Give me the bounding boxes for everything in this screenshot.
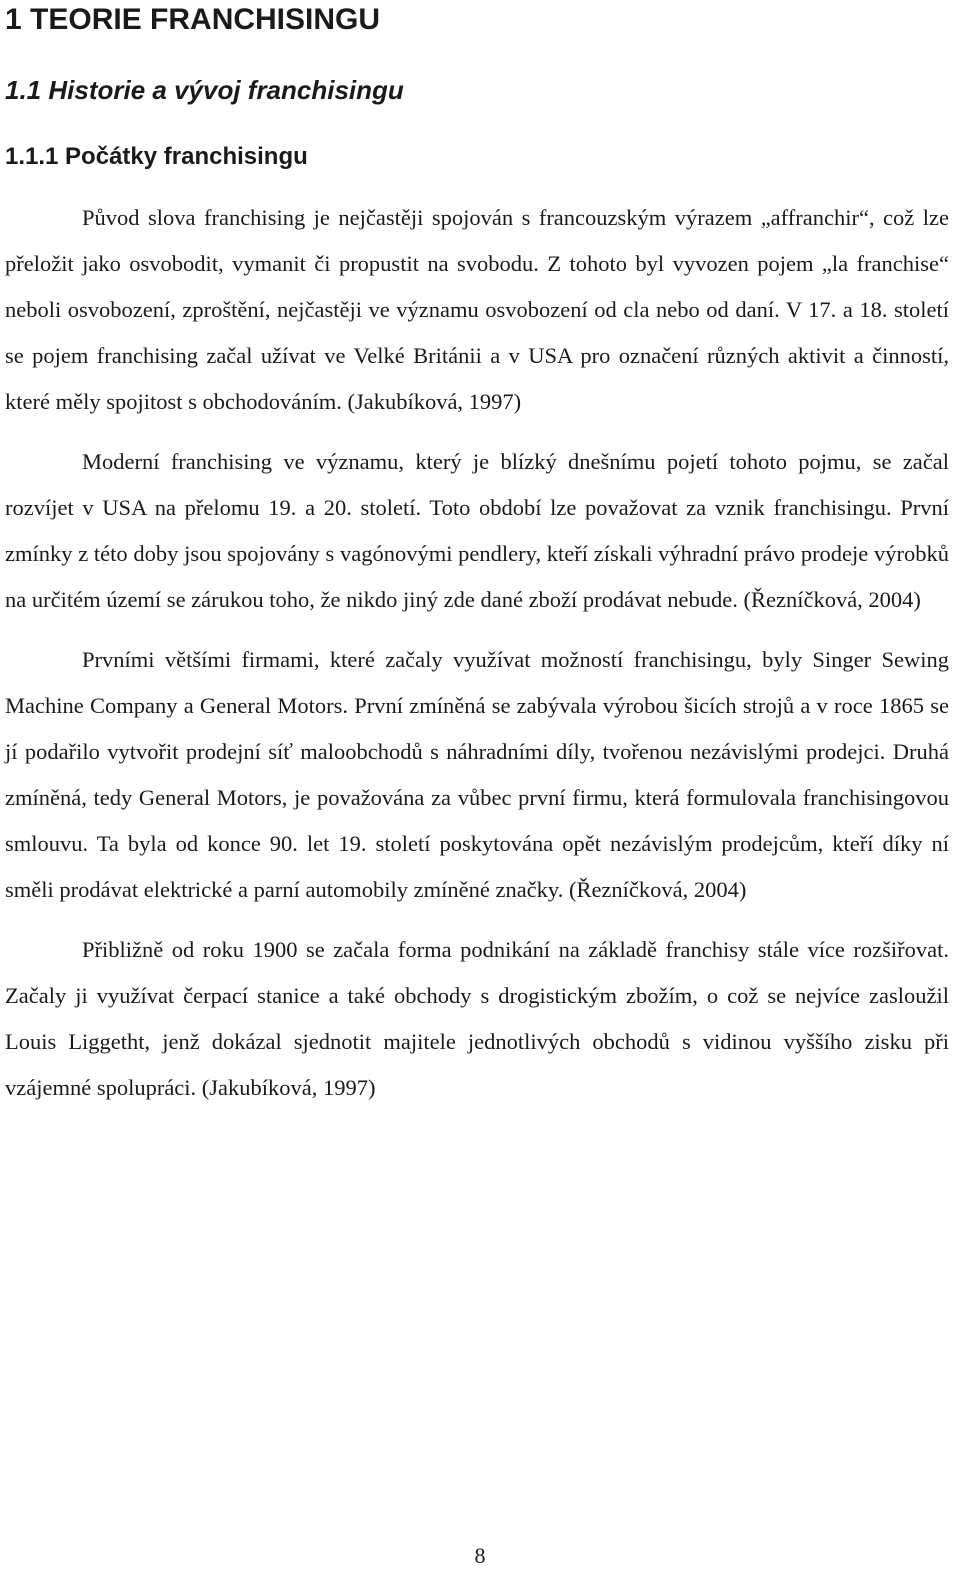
chapter-heading: 1 TEORIE FRANCHISINGU xyxy=(5,3,381,36)
subsection-heading: 1.1.1 Počátky franchisingu xyxy=(5,143,308,170)
section-heading: 1.1 Historie a vývoj franchisingu xyxy=(5,75,404,105)
paragraph-1: Původ slova franchising je nejčastěji spojován s francouzským výrazem „affranchir“, což lze přeložit jako osvobodit, vymanit či propustit na svobodu. Z tohoto byl vyvozen pojem „la franchise“ neboli osvobození, zproštění, nejčastěji ve významu osvobození od cla nebo od daní. V 17. a 18. století se pojem franchising začal užívat ve Velké Británii a v USA pro označení různých aktivit a činností, které měly spojitost s obchodováním. (Jakubíková, 1997) xyxy=(5,205,949,414)
body-text xyxy=(5,195,949,1111)
page-number: 8 xyxy=(474,1543,486,1568)
paragraph-3: Prvními většími firmami, které začaly využívat možností franchisingu, byly Singer Sewing Machine Company a General Motors. První zmíněná se zabývala výrobou šicích strojů a v roce 1865 se jí podařilo vytvořit prodejní síť maloobchodů s náhradními díly, tvořenou nezávislými prodejci. Druhá zmíněná, tedy General Motors, je považována za vůbec první firmu, která formulovala franchisingovou smlouvu. Ta byla od konce 90. let 19. století poskytována opět nezávislým prodejcům, kteří díky ní směli prodávat elektrické a parní automobily zmíněné značky. (Řezníčková, 2004) xyxy=(5,647,949,902)
paragraph-4: Přibližně od roku 1900 se začala forma podnikání na základě franchisy stále více rozšiřovat. Začaly ji využívat čerpací stanice a také obchody s drogistickým zbožím, o což se nejvíce zasloužil Louis Liggetht, jenž dokázal sjednotit majitele jednotlivých obchodů s vidinou vyššího zisku při vzájemné spolupráci. (Jakubíková, 1997) xyxy=(5,937,949,1100)
paragraph-2: Moderní franchising ve významu, který je blízký dnešnímu pojetí tohoto pojmu, se začal rozvíjet v USA na přelomu 19. a 20. století. Toto období lze považovat za vznik franchisingu. První zmínky z této doby jsou spojovány s vagónovými pendlery, kteří získali výhradní právo prodeje výrobků na určitém území se zárukou toho, že nikdo jiný zde dané zboží prodávat nebude. (Řezníčková, 2004) xyxy=(5,449,949,612)
